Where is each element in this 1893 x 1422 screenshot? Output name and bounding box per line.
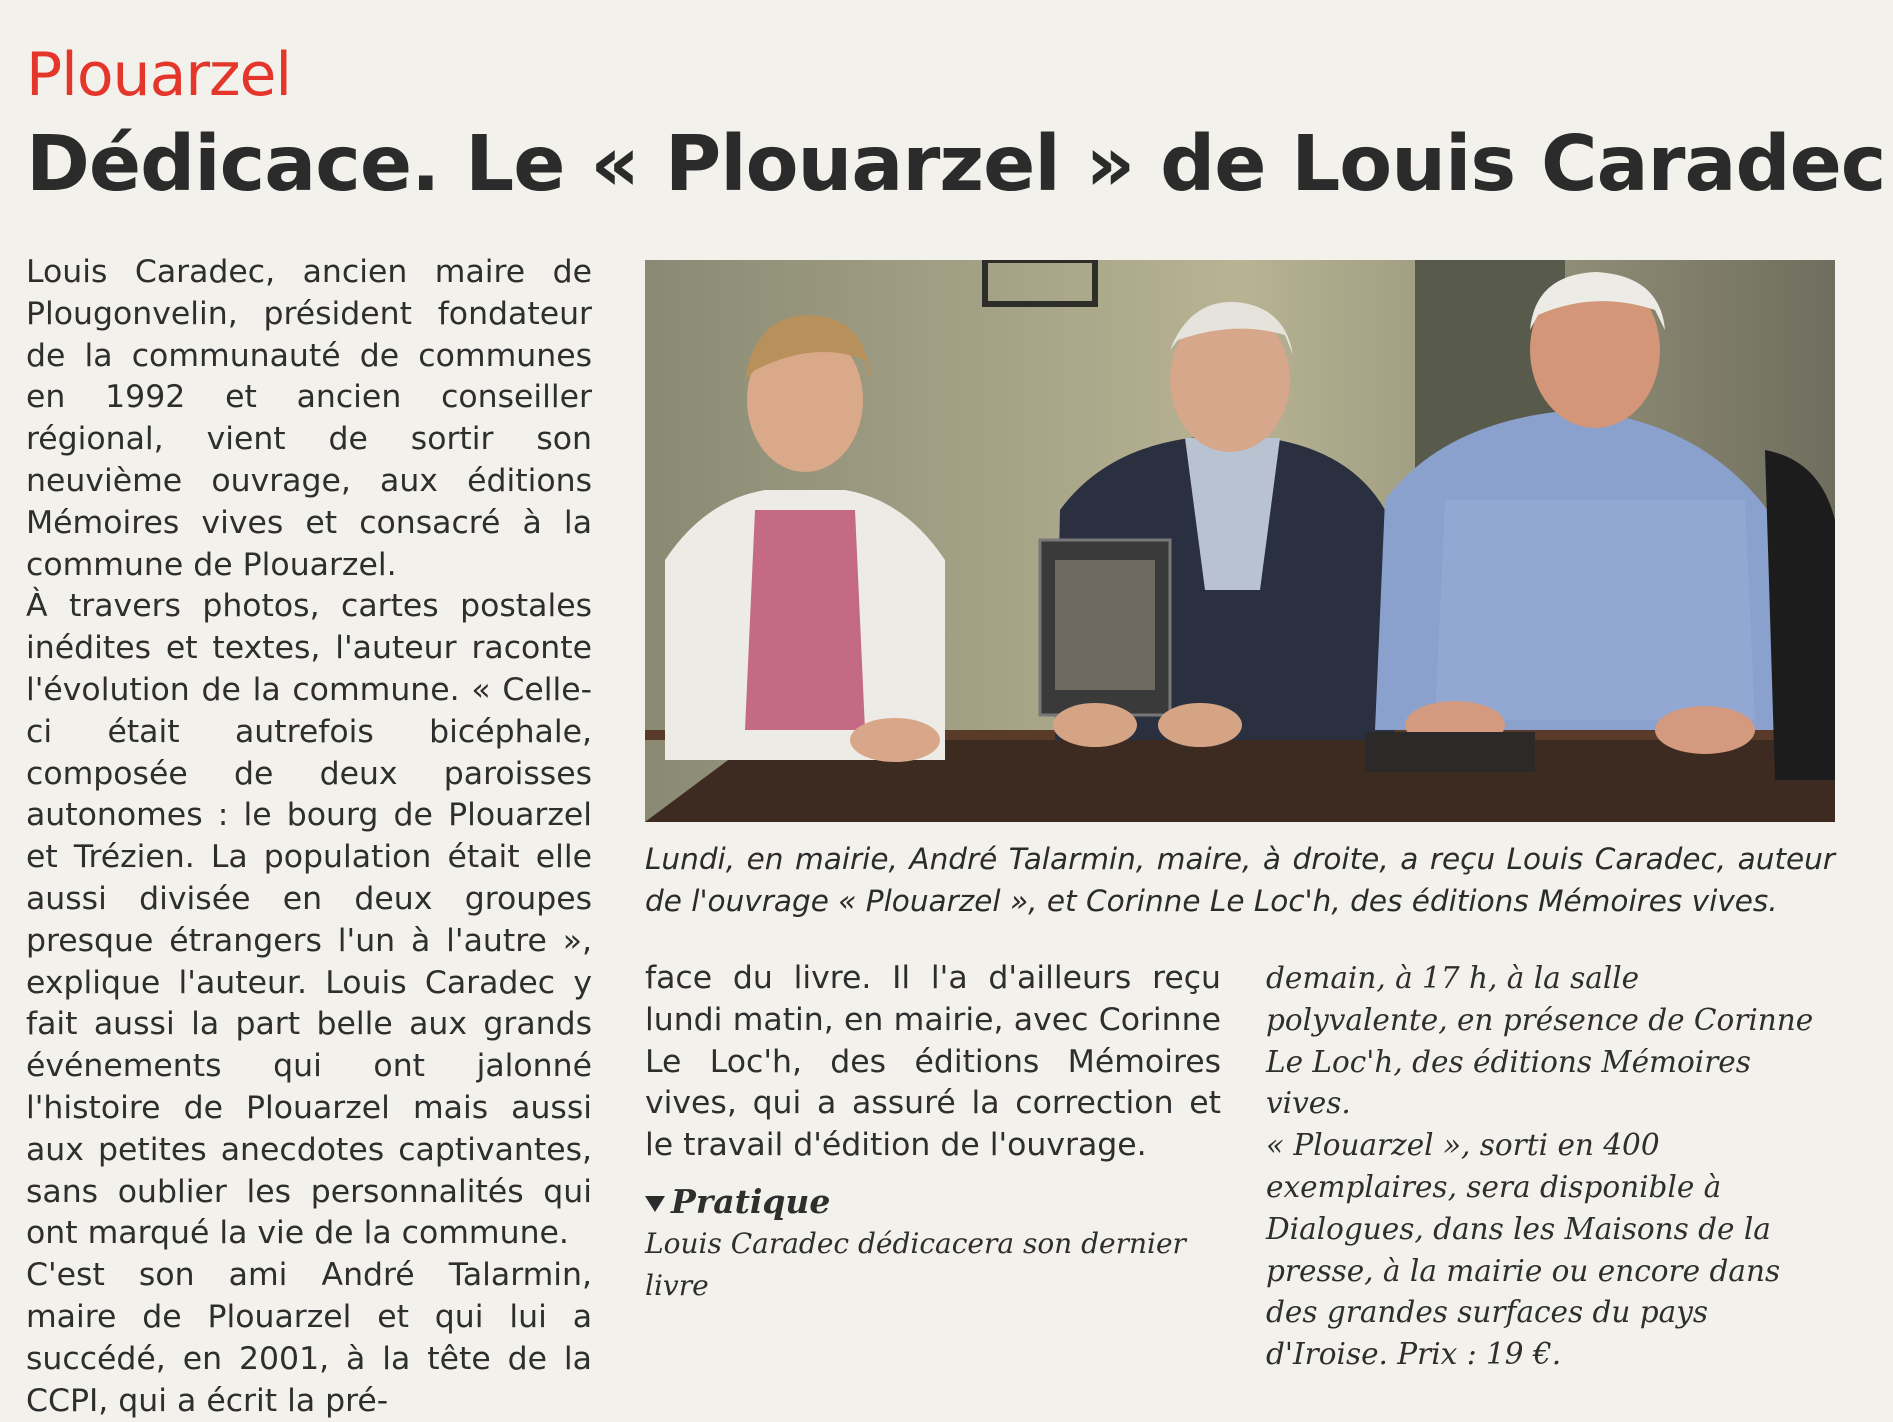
headline: Dédicace. Le « Plouarzel » de Louis Caradec [26, 120, 1886, 209]
show-through-text [1578, 45, 1597, 108]
photo-illustration [645, 260, 1835, 822]
paragraph: face du livre. Il l'a d'ailleurs reçu lundi matin, en mairie, avec Corinne Le Loc'h, des éditions Mémoires vives, qui a assuré la correction et le travail d'édition de l'ouvrage. [645, 960, 1221, 1164]
photo-caption: Lundi, en mairie, André Talarmin, maire, à droite, a reçu Louis Caradec, auteur de l'ouvrage « Plouarzel », et Corinne Le Loc'h, des éditions Mémoires vives. [645, 842, 1835, 918]
paragraph: « Plouarzel », sorti en 400 exemplaires, sera disponible à Dialogues, dans les Maisons de la presse, à la mairie ou encore dans des grandes surfaces du pays d'Iroise. Prix : 19 €. [1266, 1128, 1781, 1372]
article-column-1 [26, 252, 592, 1422]
paragraph: C'est son ami André Talarmin, maire de Plouarzel et qui lui a succédé, en 2001, à la tête de la CCPI, qui a écrit la pré- [26, 1257, 592, 1419]
paragraph: Louis Caradec, ancien maire de Plougonvelin, président fondateur de la communauté de communes en 1992 et ancien conseiller régional, vient de sortir son neuvième ouvrage, aux éditions Mémoires vives et consacré à la commune de Plouarzel. [26, 254, 592, 583]
article-photo [645, 260, 1835, 822]
pratique-label: Pratique [671, 1181, 831, 1221]
pratique-heading [645, 1181, 1221, 1223]
locality-label: Plouarzel [26, 40, 292, 110]
article-column-2 [645, 958, 1221, 1307]
paragraph: demain, à 17 h, à la salle polyvalente, en présence de Corinne Le Loc'h, des éditions Mémoires vives. [1266, 961, 1814, 1121]
paragraph: À travers photos, cartes postales inédites et textes, l'auteur raconte l'évolution de la commune. « Celle-ci était autrefois bicéphale, composée de deux paroisses autonomes : le bourg de Plouarzel et Trézien. La population était elle aussi divisée en deux groupes presque étrangers l'un à l'autre », explique l'auteur. Louis Caradec y fait aussi la part belle aux grands événements qui ont jalonné l'histoire de Plouarzel mais aussi aux petites anecdotes captivantes, sans oublier les personnalités qui ont marqué la vie de la commune. [26, 588, 592, 1252]
triangle-down-icon [645, 1196, 665, 1212]
article-column-3 [1266, 958, 1826, 1376]
pratique-text: Louis Caradec dédicacera son dernier livre [645, 1226, 1186, 1302]
